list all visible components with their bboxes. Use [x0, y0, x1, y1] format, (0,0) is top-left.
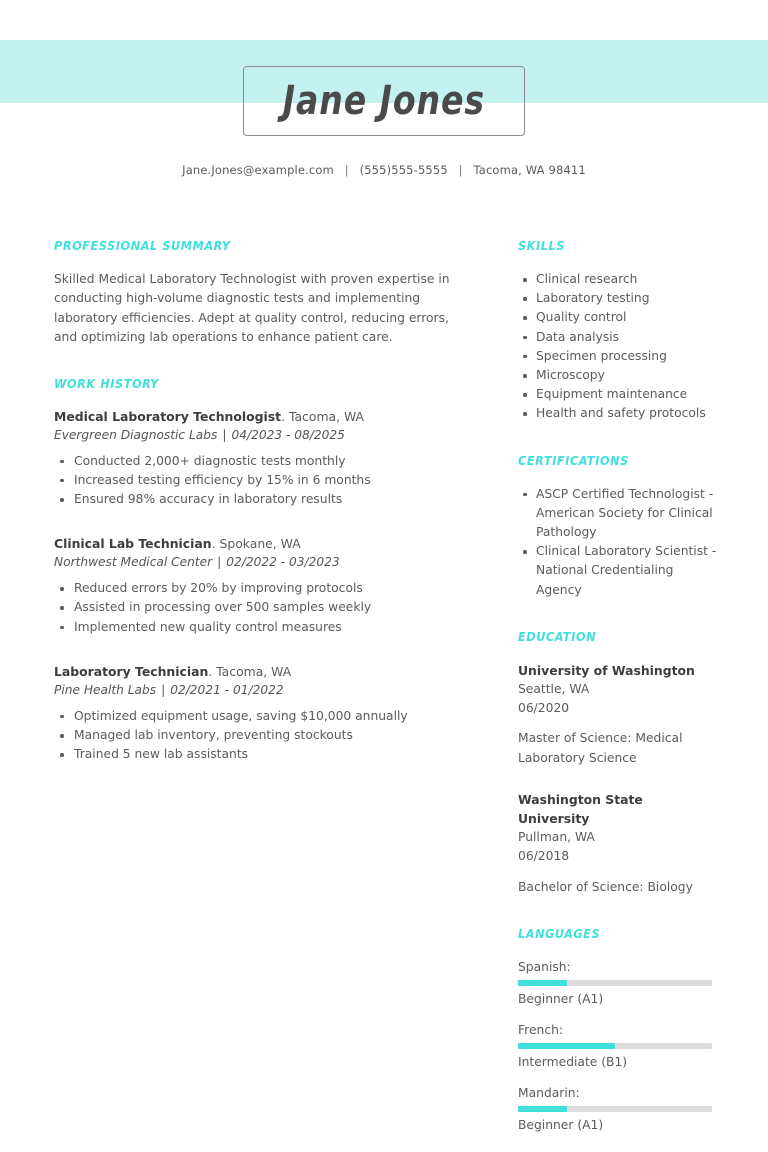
section-heading-summary: PROFESSIONAL SUMMARY — [54, 238, 231, 253]
section-work-history — [54, 376, 474, 765]
section-heading-certifications: CERTIFICATIONS — [518, 452, 629, 468]
certification-item: ASCP Certified Technologist - American Society for Clinical Pathology — [518, 485, 718, 543]
section-certifications — [518, 453, 718, 600]
job-bullet: Trained 5 new lab assistants — [54, 745, 474, 764]
language-entry — [518, 1021, 718, 1071]
work-history-entry — [54, 535, 474, 637]
job-bullet-list — [54, 452, 474, 510]
certifications-list — [518, 485, 718, 600]
section-skills — [518, 238, 718, 424]
education-school: Washington State University — [518, 791, 643, 827]
language-name: Mandarin: — [518, 1085, 580, 1100]
skill-item: Microscopy — [518, 366, 718, 385]
job-bullet-list — [54, 707, 474, 765]
contact-phone: (555)555-5555 — [359, 163, 448, 177]
language-proficiency-bar — [518, 1043, 712, 1049]
certification-item: Clinical Laboratory Scientist - National Credentialing Agency — [518, 542, 718, 600]
skill-item: Equipment maintenance — [518, 385, 718, 404]
education-date: 06/2020 — [518, 701, 570, 716]
language-level: Beginner (A1) — [518, 991, 604, 1006]
skill-item: Data analysis — [518, 328, 718, 347]
education-entry — [518, 661, 718, 768]
education-degree: Master of Science: Medical Laboratory Science — [518, 731, 683, 765]
language-entry — [518, 1084, 718, 1134]
work-history-entry — [54, 408, 474, 510]
education-entry — [518, 790, 718, 897]
skill-item: Health and safety protocols — [518, 404, 718, 423]
job-dates: 02/2022 - 03/2023 — [226, 555, 340, 570]
job-bullet: Implemented new quality control measures — [54, 618, 474, 637]
job-meta-separator: | — [217, 555, 222, 570]
skill-item: Specimen processing — [518, 347, 718, 366]
section-heading-skills: SKILLS — [518, 238, 566, 253]
language-proficiency-bar — [518, 1106, 712, 1112]
name-box — [243, 66, 525, 136]
left-column — [54, 238, 474, 764]
job-company: Evergreen Diagnostic Labs — [54, 427, 218, 442]
job-title-line — [54, 663, 474, 681]
contact-email: Jane.Jones@example.com — [182, 163, 334, 177]
language-proficiency-fill — [518, 1043, 615, 1049]
job-meta-line — [54, 681, 474, 699]
job-company: Northwest Medical Center — [54, 555, 213, 570]
job-company: Pine Health Labs — [54, 682, 157, 697]
contact-separator-2: | — [458, 163, 463, 177]
job-bullet: Assisted in processing over 500 samples weekly — [54, 598, 474, 617]
education-location: Seattle, WA — [518, 682, 590, 697]
job-meta-separator: | — [222, 427, 227, 442]
job-title: Laboratory Technician — [54, 663, 209, 679]
job-meta-separator: | — [161, 682, 166, 697]
section-education — [518, 629, 718, 897]
language-proficiency-fill — [518, 980, 567, 986]
language-level: Beginner (A1) — [518, 1117, 604, 1132]
job-location: . Tacoma, WA — [208, 663, 292, 679]
job-title: Clinical Lab Technician — [54, 536, 212, 552]
job-bullet: Reduced errors by 20% by improving protocols — [54, 579, 474, 598]
section-languages — [518, 926, 718, 1134]
job-bullet-list — [54, 579, 474, 637]
skill-item: Laboratory testing — [518, 289, 718, 308]
work-history-entry — [54, 663, 474, 765]
section-heading-education: EDUCATION — [518, 628, 597, 644]
language-proficiency-bar — [518, 980, 712, 986]
language-name: French: — [518, 1022, 564, 1037]
job-title: Medical Laboratory Technologist — [54, 408, 282, 424]
language-name: Spanish: — [518, 959, 571, 974]
job-location: . Tacoma, WA — [281, 408, 365, 424]
job-meta-line — [54, 553, 474, 571]
education-degree: Bachelor of Science: Biology — [518, 879, 693, 894]
language-proficiency-fill — [518, 1106, 567, 1112]
contact-separator-1: | — [344, 163, 349, 177]
job-bullet: Increased testing efficiency by 15% in 6 months — [54, 471, 474, 490]
job-bullet: Ensured 98% accuracy in laboratory results — [54, 490, 474, 509]
education-date: 06/2018 — [518, 849, 570, 864]
job-meta-line — [54, 426, 474, 444]
contact-line — [0, 163, 768, 177]
section-heading-work-history: WORK HISTORY — [54, 375, 160, 391]
job-title-line — [54, 408, 474, 426]
job-bullet: Optimized equipment usage, saving $10,000 annually — [54, 707, 474, 726]
education-location: Pullman, WA — [518, 830, 595, 845]
job-dates: 04/2023 - 08/2025 — [231, 427, 345, 442]
right-column — [518, 238, 718, 1147]
job-dates: 02/2021 - 01/2022 — [170, 682, 284, 697]
skill-item: Quality control — [518, 308, 718, 327]
section-heading-languages: LANGUAGES — [518, 925, 601, 941]
page-title: Jane Jones — [282, 78, 486, 124]
job-location: . Spokane, WA — [211, 536, 301, 552]
skill-item: Clinical research — [518, 270, 718, 289]
job-title-line — [54, 535, 474, 553]
contact-location: Tacoma, WA 98411 — [473, 163, 586, 177]
section-professional-summary — [54, 238, 474, 348]
education-school: University of Washington — [518, 662, 695, 678]
language-level: Intermediate (B1) — [518, 1054, 628, 1069]
language-entry — [518, 958, 718, 1008]
job-bullet: Conducted 2,000+ diagnostic tests monthly — [54, 452, 474, 471]
summary-text: Skilled Medical Laboratory Technologist with proven expertise in conducting high-volume diagnostic tests and implementing laboratory efficiencies. Adept at quality control, reducing errors, and optimizing lab operations to enhance patient care. — [54, 272, 450, 345]
skills-list — [518, 270, 718, 424]
job-bullet: Managed lab inventory, preventing stockouts — [54, 726, 474, 745]
